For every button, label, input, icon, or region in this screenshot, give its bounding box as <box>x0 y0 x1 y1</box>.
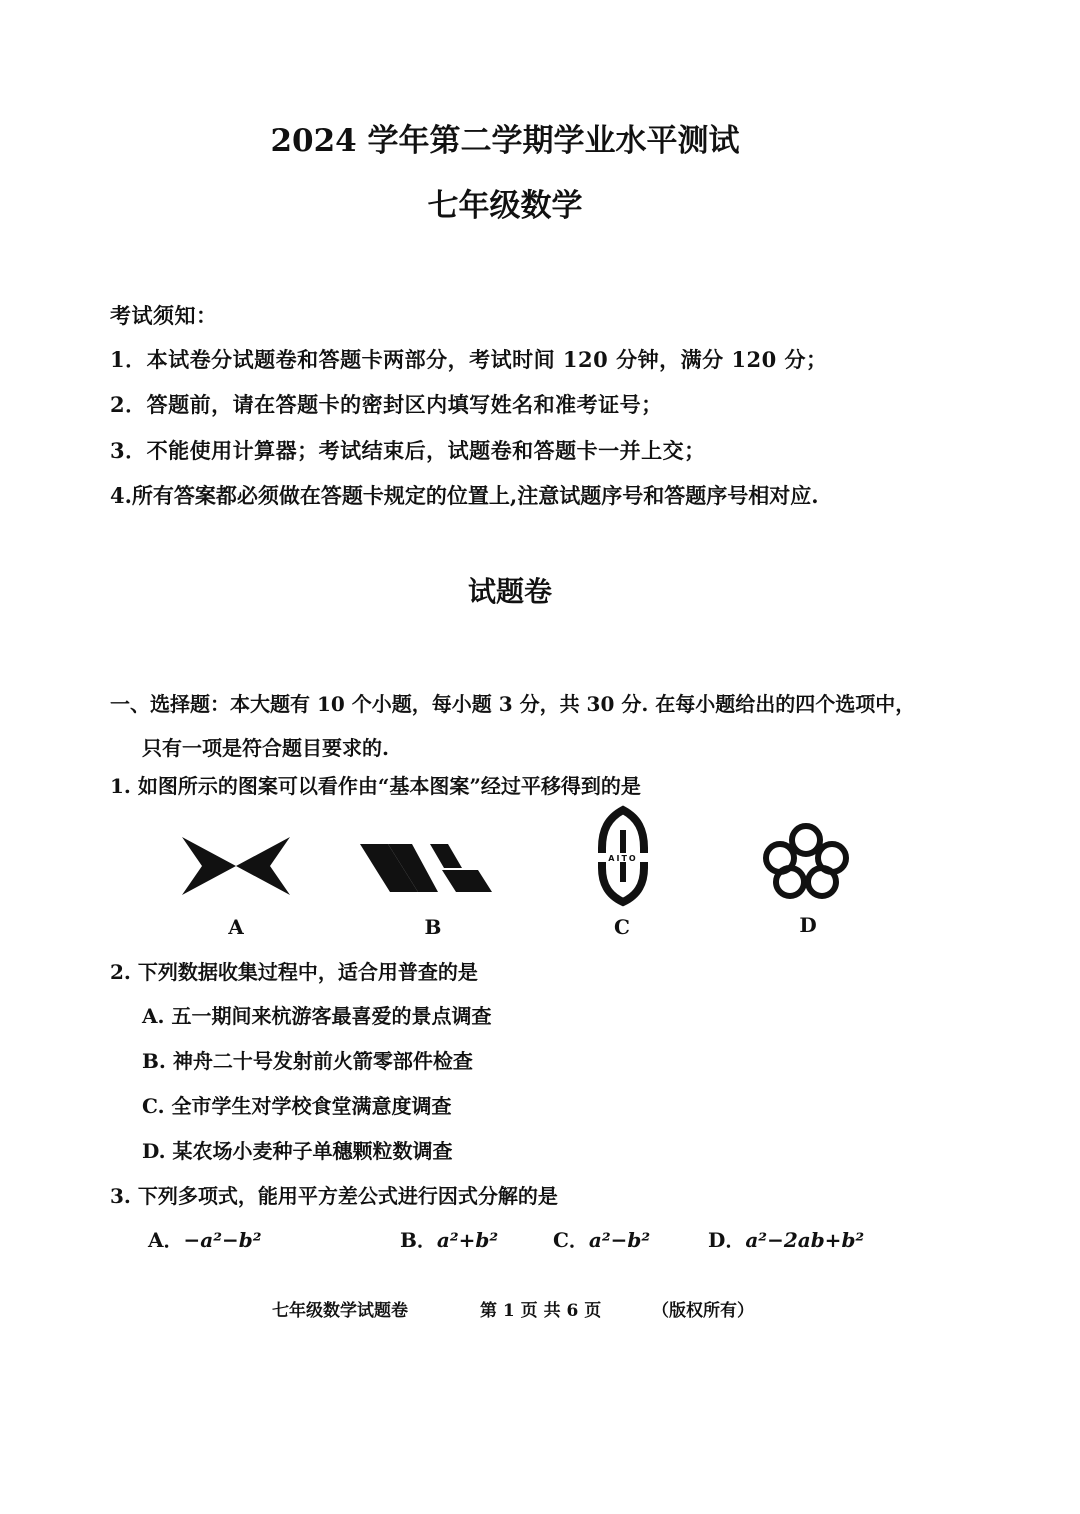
footer-copyright: （版权所有） <box>652 1301 754 1321</box>
q3-option-a-label: A． <box>148 1228 184 1252</box>
figure-a-label: A <box>228 915 244 939</box>
q3-option-c-label: C． <box>553 1228 589 1252</box>
figure-c-pattern <box>598 808 648 904</box>
figure-a-left-half <box>182 837 236 895</box>
figure-a-right-half <box>236 837 290 895</box>
q3-option-c-expr: a²−b² <box>588 1228 651 1252</box>
figure-d-pattern <box>760 822 852 902</box>
figure-a-pattern <box>180 835 292 897</box>
figure-b-pattern <box>360 840 495 896</box>
q3-option-b-label: B． <box>400 1228 437 1252</box>
notice-item-2: 2．答题前，请在答题卡的密封区内填写姓名和准考证号； <box>110 392 663 417</box>
part1-heading-line1: 一、选择题：本大题有 10 个小题，每小题 3 分，共 30 分. 在每小题给出的四个选项中， <box>110 692 916 716</box>
q3-option-b <box>400 1224 498 1253</box>
figure-c-logo-text: AITO <box>608 854 638 863</box>
exam-subtitle: 七年级数学 <box>427 188 583 224</box>
q3-option-d-expr: a²−2ab+b² <box>745 1228 865 1252</box>
figure-b-label: B <box>424 915 442 939</box>
q3-option-a-expr: −a²−b² <box>183 1228 262 1252</box>
q3-stem: 3. 下列多项式，能用平方差公式进行因式分解的是 <box>110 1184 558 1208</box>
q3-option-c <box>553 1224 650 1253</box>
notice-heading: 考试须知： <box>110 303 218 328</box>
q2-option-b: B. 神舟二十号发射前火箭零部件检查 <box>142 1049 473 1073</box>
figure-d-ring-bottom-left <box>776 868 804 896</box>
q3-option-a <box>148 1224 262 1253</box>
q3-option-d <box>708 1224 864 1253</box>
q3-option-b-expr: a²+b² <box>436 1228 499 1252</box>
q2-option-a: A. 五一期间来杭游客最喜爱的景点调查 <box>142 1004 492 1028</box>
figure-d-ring-bottom-right <box>808 868 836 896</box>
q2-stem: 2. 下列数据收集过程中，适合用普查的是 <box>110 960 478 984</box>
figure-c-label: C <box>614 915 630 939</box>
q1-stem: 1. 如图所示的图案可以看作由“基本图案”经过平移得到的是 <box>110 774 641 798</box>
exam-title: 2024 学年第二学期学业水平测试 <box>270 123 740 159</box>
figure-b-upper-right-shape <box>430 844 462 868</box>
q2-option-d: D. 某农场小麦种子单穗颗粒数调查 <box>142 1139 453 1163</box>
notice-item-3: 3．不能使用计算器；考试结束后，试题卷和答题卡一并上交； <box>110 438 706 463</box>
notice-item-4: 4.所有答案都必须做在答题卡规定的位置上,注意试题序号和答题序号相对应. <box>110 483 819 508</box>
part1-heading-line2: 只有一项是符合题目要求的. <box>142 736 389 760</box>
figure-b-lower-right-shape <box>442 870 492 892</box>
footer-paper-name: 七年级数学试题卷 <box>272 1301 408 1321</box>
notice-item-1: 1．本试卷分试题卷和答题卡两部分，考试时间 120 分钟，满分 120 分； <box>110 347 828 372</box>
section-title: 试题卷 <box>467 575 552 608</box>
q2-option-c: C. 全市学生对学校食堂满意度调查 <box>142 1094 452 1118</box>
figure-d-label: D <box>799 913 817 937</box>
q3-option-d-label: D． <box>708 1228 746 1252</box>
footer-page-number: 第 1 页 共 6 页 <box>480 1301 602 1321</box>
figure-d-ring-top <box>792 826 820 854</box>
